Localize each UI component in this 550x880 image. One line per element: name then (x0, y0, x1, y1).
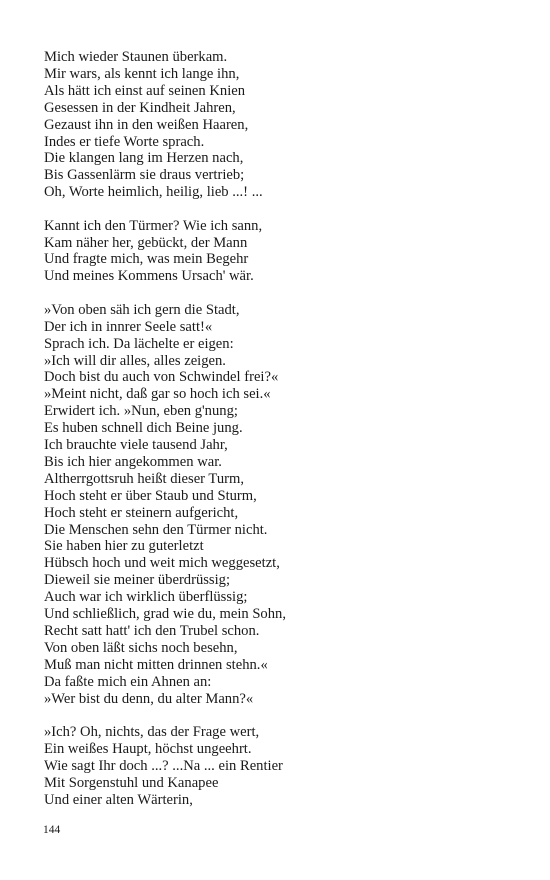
poem-line: Es huben schnell dich Beine jung. (44, 420, 243, 437)
poem-line: Oh, Worte heimlich, heilig, lieb ...! ... (44, 184, 263, 201)
poem-line: Und schließlich, grad wie du, mein Sohn, (44, 606, 286, 623)
poem-line: Ich brauchte viele tausend Jahr, (44, 437, 228, 454)
poem-line: Hoch steht er steinern aufgericht, (44, 504, 239, 521)
stanza (44, 218, 524, 286)
poem-line: Die Menschen sehn den Türmer nicht. (44, 521, 268, 538)
poem-line: Bis ich hier angekommen war. (44, 453, 222, 470)
poem-line: »Ich? Oh, nichts, das der Frage wert, (44, 724, 260, 741)
poem-line: Kannt ich den Türmer? Wie ich sann, (44, 217, 263, 234)
poem-text (44, 49, 524, 825)
poem-line: Die klangen lang im Herzen nach, (44, 150, 244, 167)
poem-line: Als hätt ich einst auf seinen Knien (44, 82, 246, 99)
poem-line: Kam näher her, gebückt, der Mann (44, 234, 248, 251)
poem-line: Muß man nicht mitten drinnen stehn.« (44, 656, 268, 673)
poem-line: Wie sagt Ihr doch ...? ...Na ... ein Rentier (44, 757, 283, 774)
poem-line: »Wer bist du denn, du alter Mann?« (44, 690, 254, 707)
poem-line: Und einer alten Wärterin, (44, 791, 193, 808)
poem-line: Doch bist du auch von Schwindel frei?« (44, 369, 279, 386)
poem-line: Da faßte mich ein Ahnen an: (44, 673, 212, 690)
poem-line: Mir wars, als kennt ich lange ihn, (44, 65, 240, 82)
poem-line: Der ich in innrer Seele satt!« (44, 318, 213, 335)
stanza (44, 302, 524, 708)
poem-line: »Von oben säh ich gern die Stadt, (44, 301, 240, 318)
poem-line: Und fragte mich, was mein Begehr (44, 251, 249, 268)
poem-line: Gesessen in der Kindheit Jahren, (44, 99, 236, 116)
stanza (44, 724, 524, 809)
poem-line: »Meint nicht, daß gar so hoch ich sei.« (44, 386, 271, 403)
poem-line: Sprach ich. Da lächelte er eigen: (44, 335, 234, 352)
stanza (44, 49, 524, 201)
poem-line: Hübsch hoch und weit mich weggesetzt, (44, 555, 280, 572)
poem-line: Indes er tiefe Worte sprach. (44, 133, 205, 150)
poem-line: Gezaust ihn in den weißen Haaren, (44, 116, 249, 133)
poem-line: »Ich will dir alles, alles zeigen. (44, 352, 226, 369)
poem-line: Sie haben hier zu guterletzt (44, 538, 204, 555)
poem-line: Auch war ich wirklich überflüssig; (44, 589, 248, 606)
poem-line: Und meines Kommens Ursach' wär. (44, 268, 254, 285)
page-number: 144 (43, 824, 61, 836)
poem-line: Hoch steht er über Staub und Sturm, (44, 487, 257, 504)
poem-line: Bis Gassenlärm sie draus vertrieb; (44, 167, 245, 184)
poem-line: Von oben läßt sichs noch besehn, (44, 639, 238, 656)
poem-line: Mit Sorgenstuhl und Kanapee (44, 774, 219, 791)
poem-line: Mich wieder Staunen überkam. (44, 49, 228, 65)
poem-line: Ein weißes Haupt, höchst ungeehrt. (44, 740, 252, 757)
poem-line: Altherrgottsruh heißt dieser Turm, (44, 470, 244, 487)
poem-line: Erwidert ich. »Nun, eben g'nung; (44, 403, 238, 420)
poem-line: Recht satt hatt' ich den Trubel schon. (44, 623, 260, 639)
poem-line: Dieweil sie meiner überdrüssig; (44, 572, 231, 589)
